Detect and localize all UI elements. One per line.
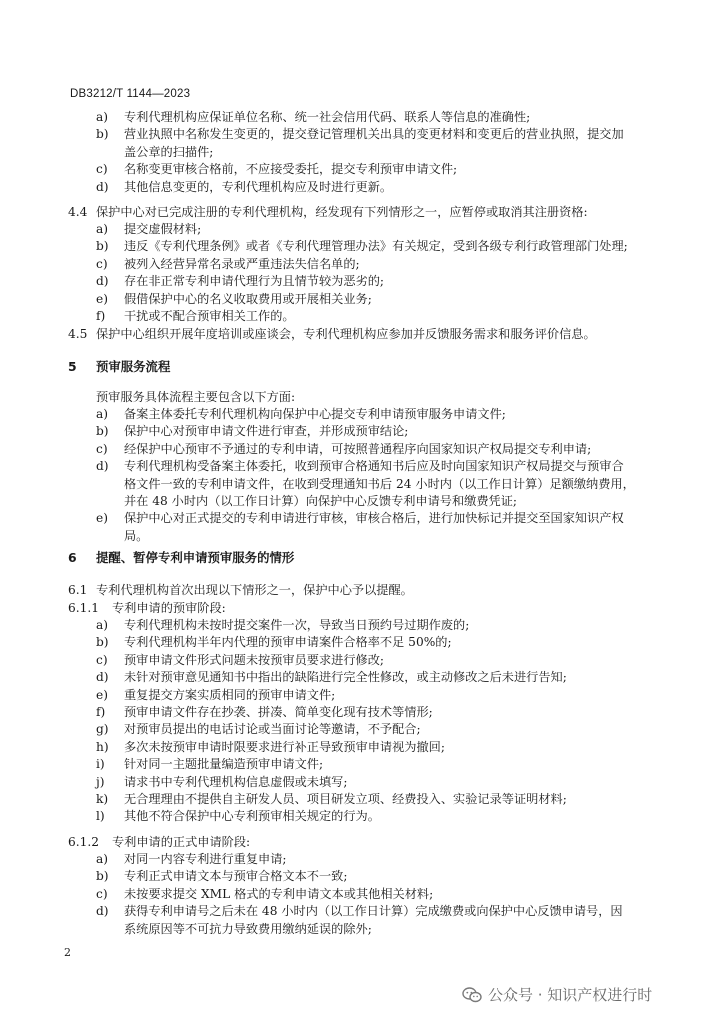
list-item	[0, 458, 720, 510]
list-item-text: 请求书中专利代理机构信息虚假或未填写;	[124, 774, 348, 789]
list-item	[0, 273, 720, 290]
list-marker: b)	[96, 239, 109, 254]
list-item-text: 多次未按预审申请时限要求进行补正导致预审申请视为撤回;	[124, 739, 445, 754]
list-marker: a)	[96, 407, 109, 421]
list-item-text: 盖公章的扫描件;	[124, 144, 214, 159]
list-marker: c)	[96, 886, 108, 901]
list-item	[0, 808, 720, 825]
list-item-text: 假借保护中心的名义收取费用或开展相关业务;	[124, 291, 372, 306]
list-item-text: 未针对预审意见通知书中指出的缺陷进行完全性修改，或主动修改之后未进行告知;	[124, 670, 567, 685]
list-item	[0, 617, 720, 634]
list-item-text: 其他信息变更的，专利代理机构应及时进行更新。	[124, 179, 393, 194]
list-marker: l)	[96, 809, 105, 824]
list-item-text: 存在非正常专利申请代理行为且情节较为恶劣的;	[124, 274, 385, 289]
clause-text: 保护中心对已完成注册的专利代理机构，经发现有下列情形之一，应暂停或取消其注册资格:	[96, 205, 588, 219]
list-marker: c)	[96, 162, 108, 177]
list-item	[0, 756, 720, 773]
list-item-text: 专利代理机构半年内代理的预审申请案件合格率不足 50%的;	[124, 635, 452, 650]
list-item-text: 备案主体委托专利代理机构向保护中心提交专利申请预审服务申请文件;	[124, 407, 506, 421]
list-marker: d)	[96, 670, 109, 685]
list-item-text: 违反《专利代理条例》或者《专利代理管理办法》有关规定，受到各级专利行政管理部门处理;	[124, 239, 628, 254]
list-item-text: 保护中心对预审申请文件进行审查，并形成预审结论;	[124, 424, 409, 439]
list-item	[0, 406, 720, 423]
clause-number: 6.1	[68, 583, 88, 597]
section-title: 提醒、暂停专利申请预审服务的情形	[96, 550, 295, 565]
list-item	[0, 221, 720, 238]
list-marker: c)	[96, 256, 108, 271]
clause-text: 保护中心组织开展年度培训或座谈会，专利代理机构应参加并反馈服务需求和服务评价信息。	[96, 327, 596, 341]
list-item	[0, 669, 720, 686]
list-item	[0, 868, 720, 885]
list-item	[0, 774, 720, 791]
list-item	[0, 903, 720, 938]
list-item	[0, 161, 720, 178]
list-marker: j)	[96, 774, 105, 789]
standard-code: DB3212/T 1144—2023	[70, 88, 191, 100]
list-item	[0, 308, 720, 325]
list-item	[0, 441, 720, 458]
list-item	[0, 652, 720, 669]
list-item-text: 专利代理机构应保证单位名称、统一社会信用代码、联系人等信息的准确性;	[124, 110, 531, 124]
section-title: 预审服务流程	[96, 359, 171, 374]
list-marker: e)	[96, 291, 108, 306]
list-item-text: 提交虚假材料;	[124, 222, 202, 236]
list-marker: d)	[96, 904, 109, 919]
section-number: 6	[68, 550, 77, 565]
list-item	[0, 291, 720, 308]
list-marker: c)	[96, 441, 108, 456]
list-item	[0, 126, 720, 161]
list-item-text: 格文件一致的专利申请文件，在收到受理通知书后 24 小时内（以工作日计算）足额缴纳费用，	[124, 476, 635, 491]
list-item-text: 无合理理由不提供自主研发人员、项目研发立项、经费投入、实验记录等证明材料;	[124, 792, 567, 806]
list-marker: f)	[96, 705, 106, 719]
list-marker: b)	[96, 635, 109, 650]
list-marker: c)	[96, 652, 108, 667]
list-item-text: 局。	[124, 528, 149, 543]
list-marker: a)	[96, 110, 109, 124]
list-item-text: 未按要求提交 XML 格式的专利申请文本或其他相关材料;	[124, 886, 434, 901]
list-item-text: 重复提交方案实质相同的预审申请文件;	[124, 687, 336, 702]
list-item	[0, 791, 720, 808]
list-item	[0, 704, 720, 721]
list-marker: b)	[96, 424, 109, 439]
clause-text: 专利代理机构首次出现以下情形之一，保护中心予以提醒。	[96, 583, 413, 597]
clause-number: 6.1.2	[68, 835, 100, 849]
list-marker: d)	[96, 274, 109, 289]
list-item-text: 被列入经营异常名录或严重违法失信名单的;	[124, 256, 360, 271]
section-number: 5	[68, 359, 77, 374]
list-marker: g)	[96, 722, 109, 737]
clause-number: 4.5	[68, 327, 88, 341]
wechat-channel-tag[interactable]	[462, 984, 652, 1005]
list-item	[0, 634, 720, 651]
list-marker: h)	[96, 739, 109, 754]
list-marker: d)	[96, 459, 109, 474]
list-item-text: 系统原因等不可抗力导致费用缴纳延误的除外;	[124, 921, 372, 936]
list-item	[0, 687, 720, 704]
list-item-text: 名称变更审核合格前，不应接受委托，提交专利预审申请文件;	[124, 162, 458, 177]
clause-text: 专利申请的预审阶段:	[112, 601, 226, 615]
list-marker: i)	[96, 757, 105, 772]
list-item-text: 并在 48 小时内（以工作日计算）向保护中心反馈专利申请号和缴费凭证;	[124, 493, 517, 508]
list-item-text: 针对同一主题批量编造预审申请文件;	[124, 757, 324, 772]
list-item-text: 专利正式申请文本与预审合格文本不一致;	[124, 869, 348, 884]
list-item	[0, 109, 720, 126]
clause-number: 4.4	[68, 205, 88, 219]
list-marker: b)	[96, 127, 109, 142]
list-item	[0, 256, 720, 273]
list-item	[0, 179, 720, 196]
list-item-text: 预审申请文件存在抄袭、拼凑、简单变化现有技术等情形;	[124, 705, 433, 719]
section-intro: 预审服务具体流程主要包含以下方面:	[96, 390, 296, 404]
list-marker: f)	[96, 309, 106, 323]
list-marker: a)	[96, 618, 109, 632]
wechat-icon	[462, 987, 482, 1003]
list-marker: e)	[96, 511, 108, 526]
list-item	[0, 739, 720, 756]
list-item-text: 预审申请文件形式问题未按预审员要求进行修改;	[124, 652, 385, 667]
list-item-text: 其他不符合保护中心专利预审相关规定的行为。	[124, 809, 380, 824]
list-item	[0, 510, 720, 545]
clause-text: 专利申请的正式申请阶段:	[112, 835, 251, 849]
list-item	[0, 886, 720, 903]
list-marker: b)	[96, 869, 109, 884]
list-marker: e)	[96, 687, 108, 702]
list-item	[0, 851, 720, 868]
list-item-text: 经保护中心预审不予通过的专利申请，可按照普通程序向国家知识产权局提交专利申请;	[124, 441, 592, 456]
list-item-text: 保护中心对正式提交的专利申请进行审核，审核合格后，进行加快标记并提交至国家知识产权	[124, 511, 624, 526]
list-marker: a)	[96, 852, 109, 866]
list-item-text: 对同一内容专利进行重复申请;	[124, 852, 287, 866]
clause-number: 6.1.1	[68, 601, 100, 615]
list-marker: k)	[96, 792, 109, 806]
list-item-text: 对预审员提出的电话讨论或当面讨论等邀请，不予配合;	[124, 722, 421, 737]
list-marker: d)	[96, 179, 109, 194]
channel-name: 公众号 · 知识产权进行时	[488, 986, 653, 1004]
list-item-text: 营业执照中名称发生变更的，提交登记管理机关出具的变更材料和变更后的营业执照，提交加	[124, 127, 624, 142]
list-item-text: 干扰或不配合预审相关工作的。	[124, 309, 295, 323]
list-item-text: 专利代理机构未按时提交案件一次，导致当日预约号过期作废的;	[124, 618, 470, 632]
page-number: 2	[64, 946, 71, 959]
list-item-text: 获得专利申请号之后未在 48 小时内（以工作日计算）完成缴费或向保护中心反馈申请号，因	[124, 904, 623, 919]
list-item	[0, 238, 720, 255]
list-item	[0, 423, 720, 440]
list-marker: a)	[96, 222, 109, 236]
list-item-text: 专利代理机构受备案主体委托，收到预审合格通知书后应及时向国家知识产权局提交与预审合	[124, 459, 624, 474]
list-item	[0, 721, 720, 738]
